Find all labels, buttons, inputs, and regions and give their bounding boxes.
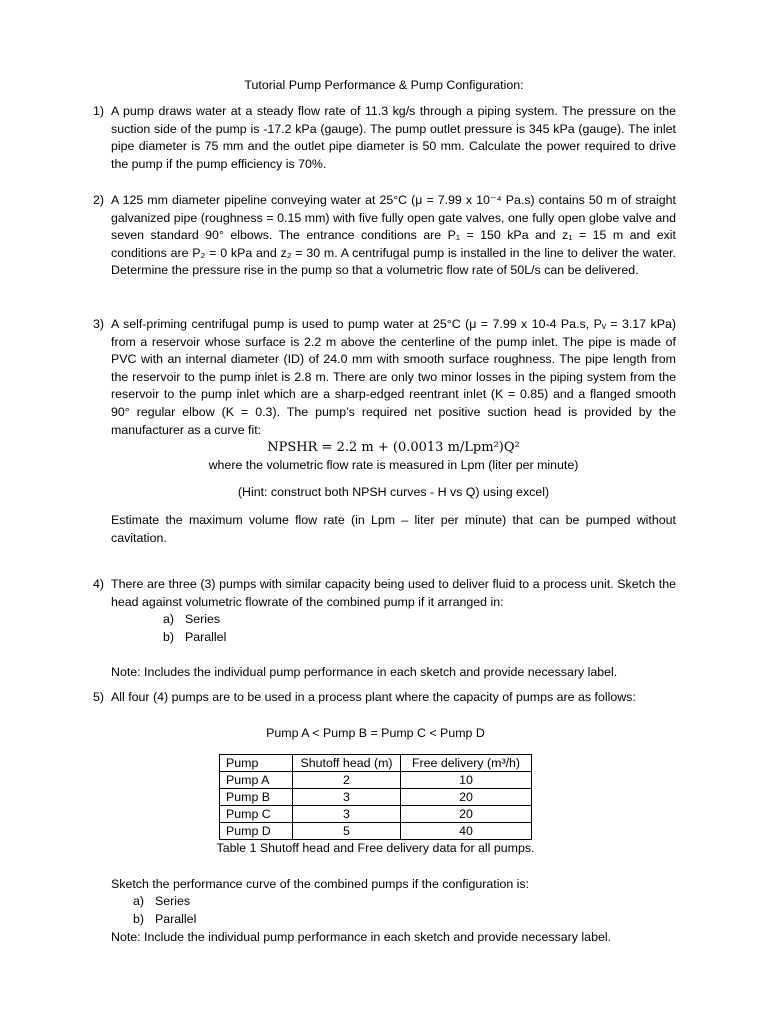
- table-cell: Pump C: [220, 806, 293, 823]
- question-number: 1): [93, 104, 105, 118]
- option-label: Parallel: [155, 911, 197, 926]
- table-row: [220, 806, 532, 823]
- question-text: All four (4) pumps are to be used in a process plant where the capacity of pumps are as follows:: [111, 690, 636, 704]
- option-item: [133, 911, 676, 929]
- sketch-text: Sketch the performance curve of the combined pumps if the configuration is:: [111, 876, 530, 891]
- table-cell: 10: [401, 772, 532, 789]
- option-item: [163, 629, 676, 647]
- option-list: [163, 611, 676, 646]
- question-text: There are three (3) pumps with similar capacity being used to deliver fluid to a process unit. Sketch the head against volumetric flowrate of the combined pump if it arranged in:: [111, 577, 676, 609]
- column-header: Shutoff head (m): [293, 755, 401, 772]
- option-letter: b): [133, 911, 145, 926]
- table-cell: 3: [293, 806, 401, 823]
- table-cell: 20: [401, 806, 532, 823]
- column-header: Pump: [220, 755, 293, 772]
- table-cell: 20: [401, 789, 532, 806]
- npsh-formula: NPSHR = 2.2 m + (0.0013 m/Lpm²)Q²: [267, 440, 520, 456]
- table-cell: 2: [293, 772, 401, 789]
- option-label: Series: [185, 612, 221, 627]
- note-text: Note: Includes the individual pump performance in each sketch and provide necessary label.: [111, 665, 618, 680]
- question-number: 3): [93, 317, 105, 331]
- question-text: A pump draws water at a steady flow rate of 11.3 kg/s through a piping system. The pressure on the suction side of the pump is -17.2 kPa (gauge). The pump outlet pressure is 345 kPa (gauge). The inlet pipe diameter is 75 mm and the outlet pipe diameter is 50 mm. Calculate the power required to drive the pump if the pump efficiency is 70%.: [111, 104, 676, 171]
- table-caption: Table 1 Shutoff head and Free delivery data for all pumps.: [216, 841, 535, 856]
- option-list: [133, 893, 676, 928]
- estimate-text: Estimate the maximum volume flow rate (in Lpm – liter per minute) that can be pumped without cavitation.: [111, 512, 676, 545]
- table-cell: 3: [293, 789, 401, 806]
- table-cell: Pump A: [220, 772, 293, 789]
- question-5: [93, 689, 676, 946]
- question-3: [93, 316, 676, 547]
- option-letter: a): [163, 612, 175, 627]
- formula-where-text: where the volumetric flow rate is measured in Lpm (liter per minute): [208, 457, 579, 472]
- option-letter: b): [163, 629, 175, 644]
- option-item: [133, 893, 676, 911]
- page-title: Tutorial Pump Performance & Pump Configuration:: [244, 78, 524, 92]
- table-row: [220, 772, 532, 789]
- option-letter: a): [133, 894, 145, 909]
- pump-data-table: [219, 754, 532, 840]
- option-label: Parallel: [185, 629, 227, 644]
- question-number: 2): [93, 193, 105, 207]
- question-4: [93, 576, 676, 682]
- option-label: Series: [155, 894, 191, 909]
- table-header-row: [220, 755, 532, 772]
- table-cell: 5: [293, 823, 401, 840]
- table-cell: Pump D: [220, 823, 293, 840]
- table-cell: 40: [401, 823, 532, 840]
- column-header: Free delivery (m³/h): [401, 755, 532, 772]
- hint-text: (Hint: construct both NPSH curves - H vs Q) using excel): [237, 485, 550, 500]
- question-text: A self-priming centrifugal pump is used to pump water at 25°C (μ = 7.99 x 10-4 Pa.s, Pᵥ = 3.17 kPa) from a reservoir whose surface is 2.2 m above the centerline of the pump inlet. The pipe is made of PVC with an internal diameter (ID) of 24.0 mm with smooth surface roughness. The pipe length from the reservoir to the pump inlet is 2.8 m. There are only two minor losses in the piping system from the reservoir to the pump inlet which are a sharp-edged reentrant inlet (K = 0.85) and a flanged smooth 90° regular elbow (K = 0.3). The pump’s required net positive suction head is provided by the manufacturer as a curve fit:: [111, 317, 676, 437]
- question-number: 5): [93, 690, 105, 704]
- question-1: [93, 103, 676, 173]
- pump-relation: Pump A < Pump B = Pump C < Pump D: [266, 725, 485, 740]
- note-text: Note: Include the individual pump performance in each sketch and provide necessary label.: [111, 929, 612, 944]
- table-row: [220, 789, 532, 806]
- question-text: A 125 mm diameter pipeline conveying water at 25°C (μ = 7.99 x 10⁻⁴ Pa.s) contains 50 m of straight galvanized pipe (roughness = 0.15 mm) with five fully open gate valves, one fully open globe valve and seven standard 90° elbows. The entrance conditions are P₁ = 150 kPa and z₁ = 15 m and exit conditions are P₂ = 0 kPa and z₂ = 30 m. A centrifugal pump is installed in the line to deliver the water. Determine the pressure rise in the pump so that a volumetric flow rate of 50L/s can be delivered.: [111, 193, 676, 278]
- question-number: 4): [93, 577, 105, 591]
- table-cell: Pump B: [220, 789, 293, 806]
- option-item: [163, 611, 676, 629]
- table-row: [220, 823, 532, 840]
- question-2: [93, 192, 676, 280]
